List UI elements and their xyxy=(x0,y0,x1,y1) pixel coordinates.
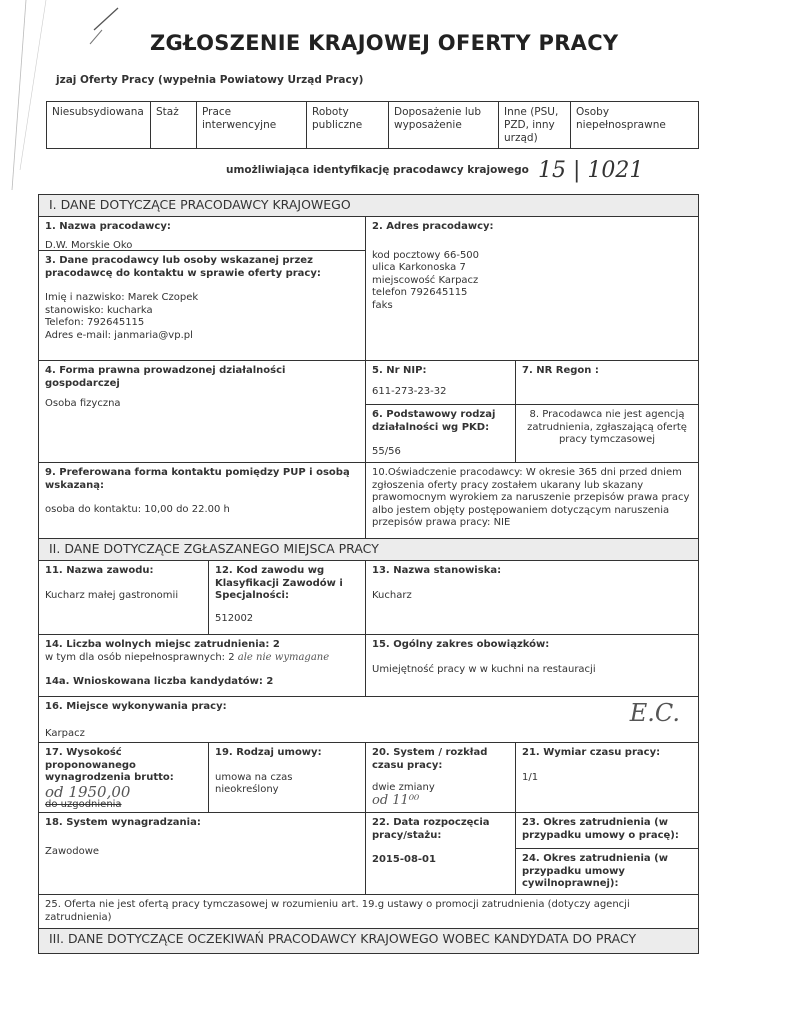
handwritten-initials: E.C. xyxy=(629,699,680,727)
contact-position: stanowisko: kucharka xyxy=(45,304,153,316)
field-16-workplace xyxy=(39,697,698,743)
field-label: 19. Rodzaj umowy: xyxy=(215,747,322,758)
field-13-position xyxy=(366,561,698,635)
offer-type-cell: Prace interwencyjne xyxy=(197,102,307,148)
field-21-working-time xyxy=(516,743,698,813)
field-label: 12. Kod zawodu wg Klasyfikacji Zawodów i Specjalności: xyxy=(215,565,343,601)
field-4-legal-form xyxy=(39,361,366,463)
field-label: 2. Adres pracodawcy: xyxy=(372,221,494,232)
field-label: 6. Podstawowy rodzaj działalności wg PKD: xyxy=(372,409,496,433)
field-value: Osoba fizyczna xyxy=(45,398,121,409)
contact-phone: Telefon: 792645115 xyxy=(45,317,145,328)
struck-value: do uzgodnienia xyxy=(45,798,122,810)
offer-type-cell: Inne (PSU, PZD, inny urząd) xyxy=(499,102,571,148)
handwritten-note: ale nie wymagane xyxy=(237,651,330,663)
field-label: 9. Preferowana forma kontaktu pomiędzy PUP i osobą wskazaną: xyxy=(45,467,350,491)
field-label: 5. Nr NIP: xyxy=(372,365,427,376)
field-value: Zawodowe xyxy=(45,845,100,857)
field-12-profession-code xyxy=(209,561,366,635)
field-label: 16. Miejsce wykonywania pracy: xyxy=(45,701,227,712)
field-9-contact-form xyxy=(39,463,366,539)
section-2-title: II. DANE DOTYCZĄCE ZGŁASZANEGO MIEJSCA PRACY xyxy=(39,539,698,561)
field-value: Kucharz małej gastronomii xyxy=(45,589,179,601)
field-6-pkd xyxy=(366,405,516,463)
field-value: D.W. Morskie Oko xyxy=(45,239,133,251)
field-8-agency: 8. Pracodawca nie jest agencją zatrudnienia, zgłaszającą ofertę pracy tymczasowej xyxy=(516,405,698,463)
field-label: 17. Wysokość proponowanego wynagrodzenia brutto: xyxy=(45,747,174,783)
field-22-start-date xyxy=(366,813,516,895)
field-17-salary xyxy=(39,743,209,813)
offer-form xyxy=(38,194,699,954)
field-value: 611-273-23-32 xyxy=(372,385,447,397)
field-label: 22. Data rozpoczęcia pracy/stażu: xyxy=(372,817,490,841)
margin-pencil-marks xyxy=(6,0,126,200)
address-postal: kod pocztowy 66-500 xyxy=(372,249,480,261)
offer-type-table xyxy=(46,101,699,149)
field-14a-candidates: 14a. Wnioskowana liczba kandydatów: 2 xyxy=(45,676,274,687)
field-value: Kucharz xyxy=(372,589,412,601)
contact-email: Adres e-mail: janmaria@vp.pl xyxy=(45,329,193,341)
field-18-pay-system xyxy=(39,813,366,895)
address-fax: faks xyxy=(372,299,393,311)
address-city: miejscowość Karpacz xyxy=(372,274,479,286)
field-23-employment-period xyxy=(516,813,698,849)
section-1-title: I. DANE DOTYCZĄCE PRACODAWCY KRAJOWEGO xyxy=(39,195,698,217)
field-15-duties xyxy=(366,635,698,697)
field-label: 1. Nazwa pracodawcy: xyxy=(45,221,171,232)
field-value xyxy=(45,652,359,665)
address-phone: telefon 792645115 xyxy=(372,287,468,298)
field-20-schedule xyxy=(366,743,516,813)
field-value: 1/1 xyxy=(522,771,539,783)
field-19-contract-type xyxy=(209,743,366,813)
field-24-civil-contract-period xyxy=(516,849,698,895)
field-label: 18. System wynagradzania: xyxy=(45,817,201,828)
field-value: Umiejętność pracy w w kuchni na restauracji xyxy=(372,663,596,675)
offer-type-cell: Staż xyxy=(151,102,197,148)
field-label: 13. Nazwa stanowiska: xyxy=(372,565,502,576)
field-label: 3. Dane pracodawcy lub osoby wskazanej przez pracodawcę do kontaktu w sprawie oferty pracy: xyxy=(45,255,321,279)
field-value: dwie zmiany xyxy=(372,782,435,793)
field-label: 24. Okres zatrudnienia (w przypadku umowy cywilnoprawnej): xyxy=(522,853,668,889)
field-14-vacancies xyxy=(39,635,366,697)
offer-type-cell: Niesubsydiowana xyxy=(47,102,151,148)
field-value: osoba do kontaktu: 10,00 do 22.00 h xyxy=(45,504,230,515)
field-value: 512002 xyxy=(215,612,254,624)
offer-type-cell: Osoby niepełnosprawne xyxy=(576,106,666,131)
field-7-regon xyxy=(516,361,698,405)
field-label: 7. NR Regon : xyxy=(522,365,599,376)
offer-type-cell: Doposażenie lub wyposażenie xyxy=(389,102,499,148)
handwritten-salary: od 1950,00 xyxy=(45,782,131,801)
field-label: 15. Ogólny zakres obowiązków: xyxy=(372,639,550,650)
address-street: ulica Karkonoska 7 xyxy=(372,262,466,273)
section-3-title: III. DANE DOTYCZĄCE OCZEKIWAŃ PRACODAWCY KRAJOWEGO WOBEC KANDYDATA DO PRACY xyxy=(39,929,698,953)
field-10-declaration: 10.Oświadczenie pracodawcy: W okresie 365 dni przed dniem zgłoszenia oferty pracy zostałem ukarany lub skazany prawomocnym wyrokiem za naruszenie przepisów prawa pracy albo jestem objęty postępowaniem dotyczącym naruszenia przepisów prawa pracy: NIE xyxy=(366,463,698,539)
field-25-temp-offer: 25. Oferta nie jest ofertą pracy tymczasowej w rozumieniu art. 19.g ustawy o promocji zatrudnienia (dotyczy agencji zatrudnienia) xyxy=(39,895,698,929)
field-label: 20. System / rozkład czasu pracy: xyxy=(372,747,488,771)
field-value: 55/56 xyxy=(372,446,401,457)
contact-name: Imię i nazwisko: Marek Czopek xyxy=(45,292,199,303)
field-2-address xyxy=(366,217,698,361)
offer-type-cell: Roboty publiczne xyxy=(307,102,389,148)
field-label: 14. Liczba wolnych miejsc zatrudnienia: 2 xyxy=(45,639,280,650)
field-5-nip xyxy=(366,361,516,405)
field-3-contact xyxy=(39,251,366,361)
page-title: ZGŁOSZENIE KRAJOWEJ OFERTY PRACY xyxy=(150,31,619,55)
field-11-profession xyxy=(39,561,209,635)
field-value: Karpacz xyxy=(45,727,85,739)
field-value: umowa na czas nieokreślony xyxy=(215,771,293,795)
field-label: 23. Okres zatrudnienia (w przypadku umowy o pracę): xyxy=(522,817,679,841)
field-value: 2015-08-01 xyxy=(372,854,436,865)
page-subtitle: jzaj Oferty Pracy (wypełnia Powiatowy Urząd Pracy) xyxy=(56,74,364,86)
handwritten-number: 15 | 1021 xyxy=(538,158,644,183)
disabled-vacancies: w tym dla osób niepełnosprawnych: 2 xyxy=(45,651,235,663)
field-label: 11. Nazwa zawodu: xyxy=(45,565,154,576)
handwritten-hours: od 11⁰⁰ xyxy=(372,792,420,808)
field-1-employer-name xyxy=(39,217,366,251)
field-label: 21. Wymiar czasu pracy: xyxy=(522,747,661,758)
field-label: 4. Forma prawna prowadzonej działalności gospodarczej xyxy=(45,365,286,389)
identification-label: umożliwiająca identyfikację pracodawcy krajowego xyxy=(226,164,529,176)
